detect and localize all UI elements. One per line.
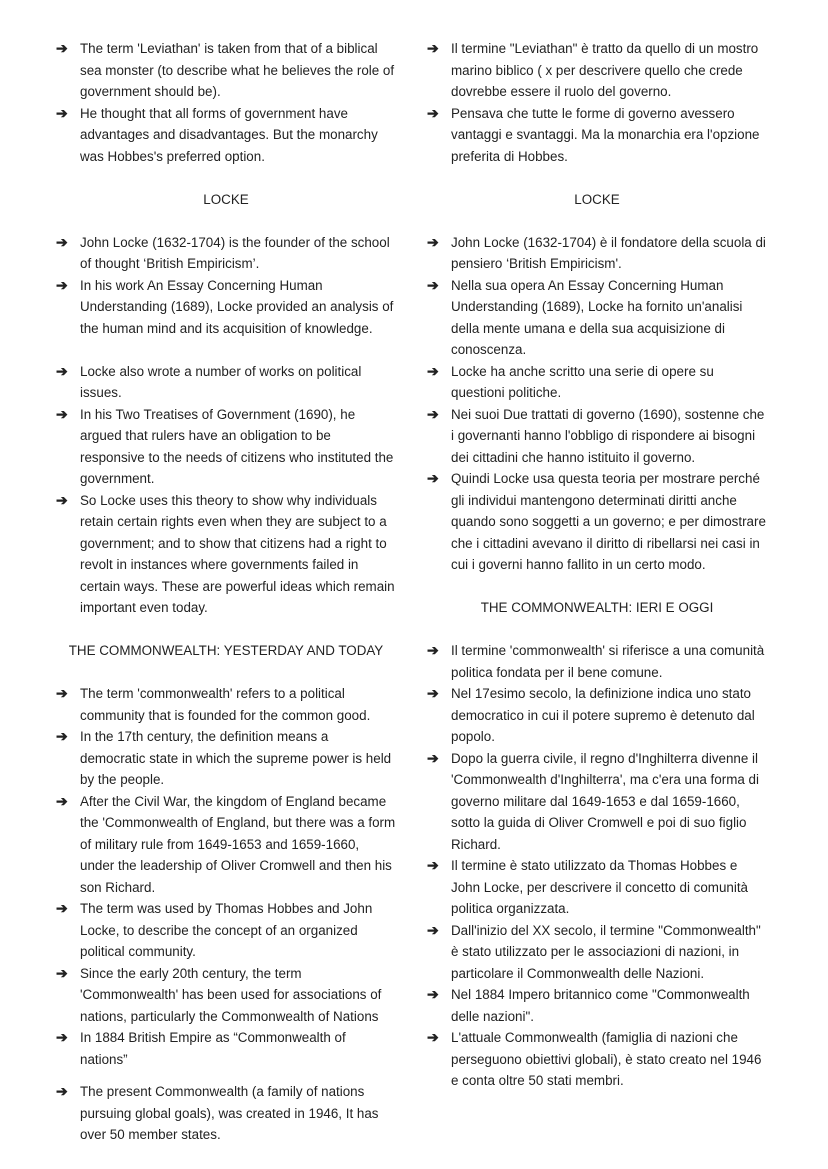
bullet-text: He thought that all forms of government have advantages and disadvantages. But the monarchy was Hobbes's preferred option. <box>80 105 378 164</box>
bullet-item <box>427 984 767 1027</box>
bullet-text: Dall'inizio del XX secolo, il termine "Commonwealth" è stato utilizzato per le associazioni di nazioni, in particolare il Commonwealth delle Nazioni. <box>451 922 761 981</box>
arrow-bullet-icon: ➔ <box>56 491 68 508</box>
bullet-item <box>56 275 396 340</box>
bullet-text: Locke also wrote a number of works on political issues. <box>80 363 362 400</box>
bullet-text: Nei suoi Due trattati di governo (1690), sostenne che i governanti hanno l'obbligo di rispondere ai bisogni dei cittadini che hanno istituito il governo. <box>451 406 765 465</box>
arrow-bullet-icon: ➔ <box>427 685 439 701</box>
bullet-list <box>56 38 396 167</box>
arrow-bullet-icon: ➔ <box>427 1029 439 1045</box>
bullet-item <box>56 791 396 899</box>
bullet-text: John Locke (1632-1704) is the founder of the school of thought ‘British Empiricism’. <box>80 234 390 271</box>
bullet-text: In his work An Essay Concerning Human Understanding (1689), Locke provided an analysis of the human mind and its acquisition of knowledge. <box>80 277 394 336</box>
bullet-text: Nel 1884 Impero britannico come "Commonwealth delle nazioni". <box>451 987 750 1024</box>
bullet-item <box>56 683 396 726</box>
arrow-bullet-icon: ➔ <box>427 749 439 766</box>
bullet-item <box>56 898 396 963</box>
arrow-bullet-icon: ➔ <box>427 986 439 1002</box>
bullet-item <box>56 38 396 103</box>
bullet-item <box>56 726 396 791</box>
bullet-text: Il termine è stato utilizzato da Thomas Hobbes e John Locke, per descrivere il concetto di comunità politica organizzata. <box>451 858 748 916</box>
bullet-item <box>427 103 767 168</box>
bullet-item <box>427 468 767 576</box>
arrow-bullet-icon: ➔ <box>56 964 68 981</box>
arrow-bullet-icon: ➔ <box>427 104 439 121</box>
bullet-text: Nella sua opera An Essay Concerning Human Understanding (1689), Locke ha fornito un'analisi della mente umana e della sua acquisizione di conoscenza. <box>451 277 743 357</box>
bullet-text: Nel 17esimo secolo, la definizione indica uno stato democratico in cui il potere supremo è detenuto dal popolo. <box>451 686 755 744</box>
arrow-bullet-icon: ➔ <box>427 470 439 486</box>
bullet-text: Pensava che tutte le forme di governo avessero vantaggi e svantaggi. Ma la monarchia era l'opzione preferita di Hobbes. <box>451 105 760 164</box>
bullet-item <box>427 361 767 404</box>
bullet-item <box>56 1027 396 1070</box>
arrow-bullet-icon: ➔ <box>56 728 68 744</box>
arrow-bullet-icon: ➔ <box>56 362 68 379</box>
arrow-bullet-icon: ➔ <box>56 900 68 916</box>
bullet-item <box>56 103 396 168</box>
section-heading-commonwealth: THE COMMONWEALTH: YESTERDAY AND TODAY <box>68 643 384 658</box>
bullet-text: Locke ha anche scritto una serie di opere su questioni politiche. <box>451 363 714 400</box>
arrow-bullet-icon: ➔ <box>56 405 68 422</box>
arrow-bullet-icon: ➔ <box>56 233 68 250</box>
bullet-text: Dopo la guerra civile, il regno d'Inghilterra divenne il 'Commonwealth d'Inghilterra', ma c'era una forma di governo militare dal 1649-1653 e dal 1659-1660, sotto la guida di Oliver Cromwell e poi di suo figlio Richard. <box>451 750 759 852</box>
bullet-text: Il termine 'commonwealth' si riferisce a una comunità politica fondata per il bene comune. <box>451 643 765 680</box>
bullet-list <box>427 640 767 1092</box>
arrow-bullet-icon: ➔ <box>427 405 439 422</box>
bullet-text: L'attuale Commonwealth (famiglia di nazioni che perseguono obiettivi globali), è stato creato nel 1946 e conta oltre 50 stati membri. <box>451 1030 762 1088</box>
arrow-bullet-icon: ➔ <box>427 857 439 873</box>
arrow-bullet-icon: ➔ <box>427 40 439 56</box>
bullet-text: In 1884 British Empire as “Commonwealth of nations” <box>80 1030 346 1067</box>
bullet-list <box>56 1081 396 1146</box>
bullet-item <box>56 1081 396 1146</box>
bullet-list <box>56 361 396 619</box>
arrow-bullet-icon: ➔ <box>56 1029 68 1045</box>
bullet-text: The term 'Leviathan' is taken from that of a biblical sea monster (to describe what he believes the role of government should be). <box>80 41 395 99</box>
bullet-list <box>427 232 767 576</box>
italian-column <box>427 38 767 1092</box>
bullet-item <box>427 275 767 361</box>
arrow-bullet-icon: ➔ <box>56 792 68 809</box>
bullet-item <box>56 404 396 490</box>
bullet-text: After the Civil War, the kingdom of England became the 'Commonwealth of England, but there was a form of military rule from 1649-1653 and 1659-1660, under the leadership of Oliver Cromwell and then his son Richard. <box>80 793 396 895</box>
bullet-text: The term 'commonwealth' refers to a political community that is founded for the common good. <box>80 686 371 723</box>
bullet-item <box>427 683 767 748</box>
bullet-text: The term was used by Thomas Hobbes and John Locke, to describe the concept of an organized political community. <box>80 901 373 959</box>
bullet-item <box>427 748 767 856</box>
section-heading-locke: LOCKE <box>574 191 620 207</box>
arrow-bullet-icon: ➔ <box>56 104 68 121</box>
bullet-item <box>427 404 767 469</box>
bullet-item <box>56 232 396 275</box>
bullet-text: In his Two Treatises of Government (1690), he argued that rulers have an obligation to be responsive to the needs of citizens who instituted the government. <box>80 406 394 486</box>
bullet-text: The present Commonwealth (a family of nations pursuing global goals), was created in 1946, It has over 50 member states. <box>80 1084 379 1142</box>
bullet-item <box>427 1027 767 1092</box>
arrow-bullet-icon: ➔ <box>56 40 68 56</box>
bullet-text: Quindi Locke usa questa teoria per mostrare perché gli individui mantengono determinati diritti anche quando sono soggetti a un governo; e per dimostrare che i cittadini avevano il diritto di ribellarsi nei casi in cui i governi hanno fallito in un certo modo. <box>451 471 766 572</box>
arrow-bullet-icon: ➔ <box>427 362 439 379</box>
arrow-bullet-icon: ➔ <box>427 233 439 250</box>
bullet-item <box>427 855 767 920</box>
arrow-bullet-icon: ➔ <box>56 1083 68 1099</box>
bullet-item <box>56 963 396 1028</box>
bullet-item <box>427 38 767 103</box>
section-heading-commonwealth: THE COMMONWEALTH: IERI E OGGI <box>480 600 714 615</box>
bullet-list <box>427 38 767 167</box>
bullet-list <box>56 232 396 340</box>
bullet-text: Since the early 20th century, the term 'Commonwealth' has been used for associations of nations, particularly the Commonwealth of Nations <box>80 965 382 1024</box>
bullet-item <box>427 920 767 985</box>
arrow-bullet-icon: ➔ <box>56 276 68 293</box>
section-heading-locke: LOCKE <box>203 191 249 207</box>
bullet-text: Il termine "Leviathan" è tratto da quello di un mostro marino biblico ( x per descrivere quello che crede dovrebbe essere il ruolo del governo. <box>451 41 759 99</box>
arrow-bullet-icon: ➔ <box>427 276 439 293</box>
arrow-bullet-icon: ➔ <box>56 685 68 701</box>
arrow-bullet-icon: ➔ <box>427 642 439 658</box>
bullet-item <box>56 361 396 404</box>
bullet-item <box>56 490 396 619</box>
arrow-bullet-icon: ➔ <box>427 921 439 938</box>
english-column <box>56 38 396 1146</box>
bullet-item <box>427 232 767 275</box>
bullet-item <box>427 640 767 683</box>
bullet-text: John Locke (1632-1704) è il fondatore della scuola di pensiero ‘British Empiricism'. <box>451 234 766 271</box>
bullet-text: In the 17th century, the definition means a democratic state in which the supreme power is held by the people. <box>80 729 392 787</box>
bullet-list <box>56 683 396 1070</box>
bullet-text: So Locke uses this theory to show why individuals retain certain rights even when they are subject to a government; and to show that citizens had a right to revolt in instances where governments failed in certain ways. These are powerful ideas which remain important even today. <box>80 492 395 615</box>
